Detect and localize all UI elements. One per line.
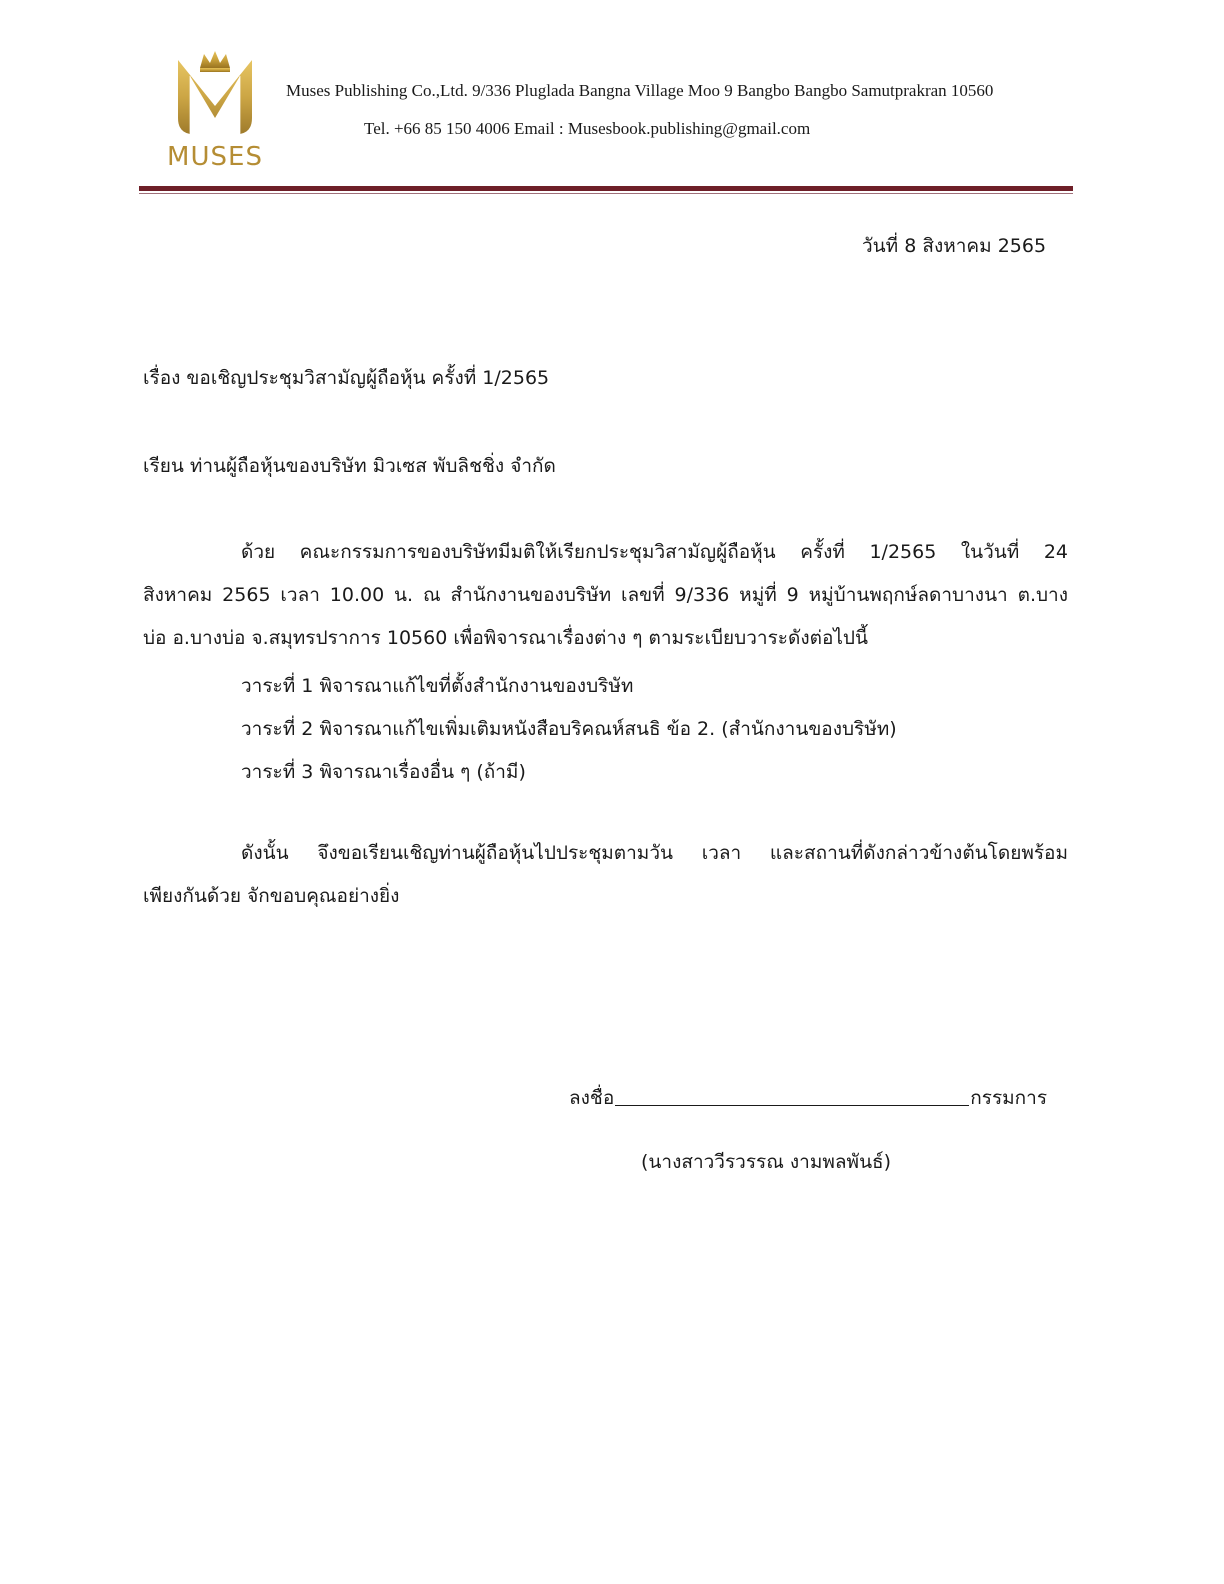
agenda-item-2: วาระที่ 2 พิจารณาแก้ไขเพิ่มเติมหนังสือบริคณห์สนธิ ข้อ 2. (สำนักงานของบริษัท): [241, 718, 897, 740]
company-contact: Tel. +66 85 150 4006 Email : Musesbook.publishing@gmail.com: [364, 119, 811, 138]
company-logo: [150, 48, 280, 172]
signature-blank: [615, 1085, 969, 1106]
svg-text:MUSES: MUSES: [167, 142, 263, 172]
signature-label: ลงชื่อ: [569, 1087, 615, 1109]
body-paragraph-1: [143, 531, 1068, 660]
body-line: ดังนั้น จึงขอเรียนเชิญท่านผู้ถือหุ้นไปประชุมตามวัน เวลา และสถานที่ดังกล่าวข้างต้นโดยพร้อม: [241, 842, 1068, 864]
body-line: เพียงกันด้วย จักขอบคุณอย่างยิ่ง: [143, 885, 400, 907]
letter-date: วันที่ 8 สิงหาคม 2565: [862, 235, 1047, 257]
signature-title: กรรมการ: [970, 1087, 1048, 1109]
letter-subject: เรื่อง ขอเชิญประชุมวิสามัญผู้ถือหุ้น ครั้งที่ 1/2565: [143, 367, 550, 389]
signature-line: [569, 1085, 1047, 1111]
letter-recipient: เรียน ท่านผู้ถือหุ้นของบริษัท มิวเซส พับลิชชิ่ง จำกัด: [143, 455, 556, 477]
company-address: Muses Publishing Co.,Ltd. 9/336 Pluglada Bangna Village Moo 9 Bangbo Bangbo Samutprakran 10560: [286, 81, 994, 100]
agenda-item-3: วาระที่ 3 พิจารณาเรื่องอื่น ๆ (ถ้ามี): [241, 761, 526, 783]
body-paragraph-2: [143, 832, 1068, 918]
body-line: สิงหาคม 2565 เวลา 10.00 น. ณ สำนักงานของบริษัท เลขที่ 9/336 หมู่ที่ 9 หมู่บ้านพฤกษ์ลดาบางนา ต.บาง: [143, 584, 1068, 606]
letterhead-divider-thin: [139, 193, 1073, 194]
signer-name: (นางสาววีรวรรณ งามพลพันธ์): [641, 1151, 892, 1173]
body-line: บ่อ อ.บางบ่อ จ.สมุทรปราการ 10560 เพื่อพิจารณาเรื่องต่าง ๆ ตามระเบียบวาระดังต่อไปนี้: [143, 627, 868, 649]
letterhead-divider: [139, 186, 1073, 191]
muses-logo-icon: [150, 48, 280, 172]
body-line: ด้วย คณะกรรมการของบริษัทมีมติให้เรียกประชุมวิสามัญผู้ถือหุ้น ครั้งที่ 1/2565 ในวันที่ 24: [241, 541, 1068, 563]
agenda-item-1: วาระที่ 1 พิจารณาแก้ไขที่ตั้งสำนักงานของบริษัท: [241, 675, 634, 697]
